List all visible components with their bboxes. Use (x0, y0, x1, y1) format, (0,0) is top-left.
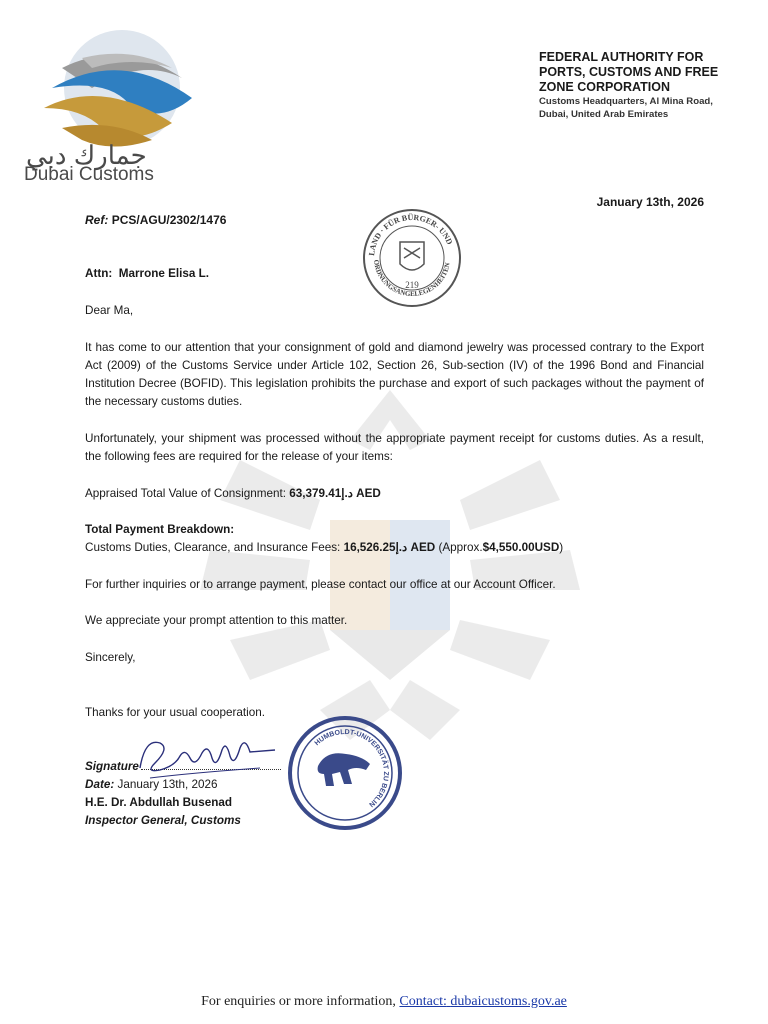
paragraph-4: We appreciate your prompt attention to this matter. (85, 614, 348, 627)
letter-date: January 13th, 2026 (596, 195, 704, 209)
breakdown-approx-close: ) (559, 541, 564, 554)
signature-date-value: January 13th, 2026 (117, 778, 218, 791)
paragraph-3: For further inquiries or to arrange payment, please contact our office at our Account Officer. (85, 578, 556, 591)
breakdown-amount: د.إ16,526.25 AED (343, 541, 436, 554)
paragraph-2: Unfortunately, your shipment was processed without the appropriate payment receipt for customs duties. As a result, the following fees are required for the release of your items: (85, 432, 704, 463)
university-stamp-icon (286, 714, 404, 832)
paragraph-1: It has come to our attention that your consignment of gold and diamond jewelry was processed contrary to the Export Act (2009) of the Customs Service under Article 102, Section 26, Sub-section (IV) of the 1996 Bond and Financial Institution Decree (BOFID). This legislation prohibits the purchase and export of such packages without the payment of the necessary customs duties. (85, 341, 704, 408)
authority-line-3: ZONE CORPORATION (539, 80, 671, 94)
attention-line (85, 265, 704, 283)
reference-label: Ref: (85, 213, 109, 227)
signatory-title: Inspector General, Customs (85, 814, 241, 827)
closing: Sincerely, (85, 651, 136, 664)
breakdown-heading-text: Total Payment Breakdown: (85, 523, 235, 536)
footer-text: For enquiries or more information, (201, 994, 396, 1009)
stamp1-number: 219 (405, 280, 419, 290)
authority-line-2: PORTS, CUSTOMS AND FREE (539, 65, 719, 79)
stamp1-top-text: LAND · FÜR BÜRGER- UND (367, 212, 455, 257)
appraised-amount: د.إ63,379.41 AED (289, 487, 381, 500)
signature-date-label: Date: (85, 778, 115, 791)
handwritten-signature-icon (130, 728, 280, 788)
footer-contact-link[interactable] (399, 994, 566, 1009)
logo-arabic-text: جمارك دبي (26, 140, 147, 170)
official-stamp-icon (360, 206, 464, 310)
authority-line-1: FEDERAL AUTHORITY FOR (539, 50, 704, 64)
footer-link-label: Contact: (399, 994, 447, 1009)
breakdown-label: Customs Duties, Clearance, and Insurance Fees: (85, 541, 341, 554)
breakdown-line (85, 539, 704, 557)
breakdown-heading (85, 521, 704, 539)
authority-header (539, 50, 749, 121)
attention-label: Attn: (85, 267, 113, 280)
reference-line (85, 213, 226, 227)
breakdown-approx-open: (Approx. (438, 541, 483, 554)
authority-address-2: Dubai, United Arab Emirates (539, 109, 669, 120)
stamp1-bottom-text: ORDNUNGSANGELEGENHEITEN (371, 259, 452, 299)
footer-link-url: dubaicustoms.gov.ae (450, 994, 567, 1009)
thanks-line: Thanks for your usual cooperation. (85, 706, 265, 719)
breakdown-approx-amount: $4,550.00USD (482, 541, 560, 554)
authority-address-1: Customs Headquarters, Al Mina Road, (539, 96, 713, 107)
signature-label: Signature (85, 760, 139, 773)
logo-name: Dubai Customs (24, 164, 154, 185)
salutation: Dear Ma, (85, 304, 134, 317)
footer (0, 994, 768, 1010)
attention-name: Marrone Elisa L. (118, 267, 210, 280)
signatory-name: H.E. Dr. Abdullah Busenad (85, 796, 232, 809)
appraised-value-line (85, 485, 704, 503)
appraised-label: Appraised Total Value of Consignment: (85, 487, 286, 500)
reference-value: PCS/AGU/2302/1476 (111, 213, 227, 227)
stamp2-ring-text: HUMBOLDT-UNIVERSITÄT ZU BERLIN (313, 728, 390, 808)
